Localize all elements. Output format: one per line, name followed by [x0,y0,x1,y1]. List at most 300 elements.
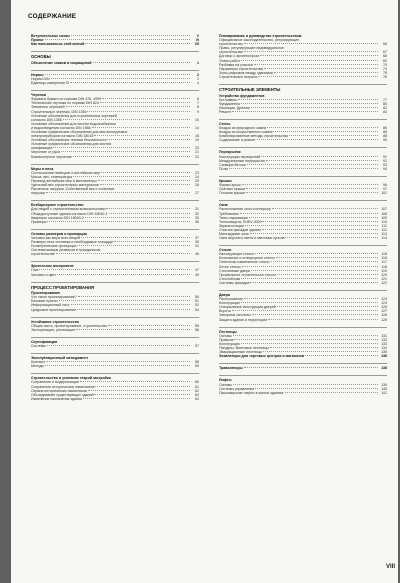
toc-entry-title: Черчение от руки [31,150,60,155]
dot-leader [266,160,378,161]
dot-leader [247,164,378,165]
toc-page-number: 69 [383,58,387,63]
dot-leader [267,127,378,128]
toc-page-number: 51 [195,299,199,304]
toc-entry-title: Конструкции [219,341,240,346]
toc-page-number: 67 [383,50,387,55]
page-number: VIII [385,564,395,570]
toc-page-number: 10 [195,117,199,122]
dot-leader [95,386,190,387]
toc-entry-title: Нормы DIN [31,76,50,81]
toc-page-number: VII [194,42,199,47]
toc-entry-title: Чертежи [31,93,46,98]
toc-entry [31,397,199,401]
toc-entry-title: Пассажирские лифты в жилых зданиях [219,390,284,395]
toc-entry-title: Системы [31,343,46,348]
toc-part-heading: СТРОИТЕЛЬНЫЕ ЭЛЕМЕНТЫ [219,87,281,93]
toc-entry-title: Фундаменты [219,101,241,106]
toc-heading-entry [219,366,387,370]
dot-leader [47,221,190,222]
dot-leader [262,221,378,222]
dot-leader [244,298,378,299]
dot-leader [244,367,378,368]
toc-entry-title: Технические чертежи по нормам DIN 824 [31,101,99,106]
dot-leader [261,156,378,157]
toc-entry-title: Стеклоблоки [219,276,241,281]
toc-right-column [219,34,387,395]
toc-page-number: 113 [381,231,387,236]
toc-entry-title: Стеклянные двери [219,268,250,273]
toc-entry [219,191,387,195]
toc-page-number: 27 [195,191,199,196]
dot-leader [85,217,190,218]
toc-entry-title: Ворота [219,309,231,314]
dot-leader [262,229,378,230]
toc-entry-title: Строительные затраты [219,74,258,79]
toc-page-number: 33 [195,215,199,220]
toc-page-number: 121 [381,276,387,281]
toc-entry-title: Устройство фундаментов [219,93,265,98]
toc-entry [219,110,387,114]
toc-page-number: 94 [383,166,387,171]
toc-entry-title: Окна верхнего света и световые купола [219,236,285,241]
toc-entry-title: Эвакуационные лестницы [219,350,263,355]
toc-page-number: 134 [381,346,387,351]
toc-section [31,164,199,196]
dot-leader [241,278,378,279]
dot-leader [109,213,191,214]
toc-page-number: 82 [383,105,387,110]
dot-leader [232,310,378,311]
toc-entry-title: Устойчивое строительство [31,319,79,324]
toc-page-number: 32 [195,211,199,216]
toc-section [219,327,387,359]
toc-entry-title: Договор с архитектором [219,54,259,59]
dot-leader [255,253,378,254]
dot-leader [114,241,190,242]
dot-leader [77,309,190,310]
toc-section [31,51,199,65]
toc-entry-title: Элементы чертежей [31,105,65,110]
toc-page-number: 88 [383,134,387,139]
toc-page-number: 60 [195,380,199,385]
toc-entry [31,328,199,332]
toc-page-number: 114 [381,236,387,241]
toc-entry-title: Содержание и ремонт [219,138,256,143]
dot-leader [305,355,378,356]
toc-entry-title: Удельный вес строительных материалов [31,183,99,188]
toc-section [219,84,387,114]
toc-page-number: 59 [195,364,199,369]
toc-page-number: 136 [381,354,387,359]
toc-entry-title: Окна [219,203,228,208]
dot-leader [59,300,190,301]
toc-page-number: 102 [381,191,387,196]
toc-page-number: 132 [381,337,387,342]
toc-entry-title: Компьютерное черчение [31,154,72,159]
toc-page-number: VI [195,38,199,43]
toc-page-number: 90 [383,138,387,143]
toc-entry-title: Глаз [31,268,39,273]
toc-page-number: 138 [381,366,387,371]
dot-leader [260,55,378,56]
book-page [11,0,398,583]
toc-page-number: 92 [383,158,387,163]
toc-page-number: 139 [381,382,387,387]
toc-entry-title: Безбарьерное строительство [31,203,84,208]
toc-page-number: 46 [195,252,199,257]
toc-page-number: 124 [381,301,387,306]
toc-entry [219,138,387,142]
toc-page-number: 24 [195,174,199,179]
toc-entry-title: Примеры [31,219,47,224]
dot-leader [249,217,378,218]
toc-entry [31,252,199,256]
toc-section [219,176,387,195]
toc-entry-title: Изоляция. Дренаж [219,105,250,110]
dot-leader [107,139,190,140]
toc-entry-title: Планирование и руководство строительством [219,34,302,38]
dot-leader [251,107,378,108]
toc-entry-title: Кладка из природного камня [219,126,267,131]
toc-entry-title: Масса, вес, температура [31,174,73,179]
dot-leader [246,192,378,193]
toc-entry-title: Основы [219,333,232,338]
toc-page-number: 20 [195,146,199,151]
toc-entry-title: Базовые пункты [31,299,58,304]
dot-leader [108,325,190,326]
dot-leader [98,180,190,181]
toc-entry-title: Строительные чертежи. DIN 1356 [31,109,87,114]
toc-page-number: 80 [383,101,387,106]
dot-leader [273,131,378,132]
toc-entry-title: Проектирование [31,291,61,296]
toc-entry-title: Очистка фасадов здания [219,227,261,232]
dot-leader [289,135,378,136]
toc-page-number: 2 [197,76,199,81]
toc-entry [31,364,199,368]
toc-section [219,200,387,240]
toc-section [219,34,387,79]
dot-leader [254,64,378,65]
toc-entry-title: Условные графические обозначения для систем [31,142,112,147]
dot-leader [277,274,378,275]
toc-entry-title: Право, регулирующее индивидуальное [219,46,284,51]
toc-entry-title: Официальное законодательство, регулирующее [219,38,300,43]
toc-page-number: 31 [195,207,199,212]
toc-page-number: 61 [195,384,199,389]
toc-page-number: 107 [381,207,387,212]
dot-leader [45,74,190,75]
toc-entry [31,308,199,312]
toc-entry-title: Профильное строительное стекло [219,272,276,277]
toc-section [31,282,199,312]
toc-entry [219,318,387,322]
toc-entry-title: Защита здания и территории [219,317,267,322]
toc-page-number: 112 [381,227,387,232]
toc-entry-title: газификации [31,146,53,151]
toc-entry-title: Скатные крыши [219,187,246,192]
toc-page-number: 56 [195,327,199,332]
toc-entry-title: Перекрытия [219,150,241,155]
toc-page-number: 117 [381,260,387,265]
toc-page-number: 85 [383,126,387,131]
dot-leader [39,269,190,270]
toc-page-number: 108 [381,211,387,216]
toc-entry-title: Сохранение и модернизация [31,380,79,385]
toc-entry-title: Крыши [219,178,232,183]
dot-leader [270,347,378,348]
dot-leader [241,103,378,104]
toc-entry [31,155,199,159]
toc-entry-title: Специальные конструкции дверей [219,305,276,310]
dot-leader [61,151,190,152]
toc-entry-title: Литое стекло [219,264,241,269]
dot-leader [233,335,378,336]
toc-section [31,34,199,46]
toc-part-heading: ПРОЦЕСС ПРОЕКТИРОВАНИЯ [31,284,94,290]
toc-page-number: 16 [195,134,199,139]
dot-leader [244,43,378,44]
dot-leader [244,51,378,52]
dot-leader [229,168,378,169]
toc-entry [219,236,387,240]
toc-page-number: 55 [195,323,199,328]
toc-entry-title: Типы открывания [219,215,248,220]
dot-leader [77,245,190,246]
toc-left-column [31,34,199,401]
toc-page-number: 74 [383,66,387,71]
dot-leader [88,390,190,391]
toc-entry-title: Условные графические обозначения для инсталлируемых [31,130,128,134]
toc-section [31,317,199,332]
toc-page-number: 63 [195,392,199,397]
toc-entry-title: Для людей с ограниченными возможностями [31,207,106,212]
toc-entry-title: Изменение назначения здания [31,396,82,401]
dot-leader [87,111,190,112]
toc-entry-title: Расположение окон и интерьер [219,207,271,212]
dot-leader [80,381,190,382]
toc-entry-title: Этапы работ [219,58,241,63]
toc-entry-title: строительстве [31,252,55,257]
toc-page-number: 62 [195,388,199,393]
toc-page-number: 111 [381,223,387,228]
toc-page-number: 6 [197,97,199,102]
toc-entry-title: электроприборов согласно DIN 18015 [31,134,94,139]
toc-page-number: 131 [381,333,387,338]
toc-page-number: 68 [383,54,387,59]
dot-leader [238,99,378,100]
dot-leader [242,184,378,185]
toc-page-number: 122 [381,280,387,285]
dot-leader [233,384,378,385]
toc-page-number: 77 [383,97,387,102]
dot-leader [250,282,378,283]
toc-page-number: 21 [195,150,199,155]
toc-entry-title: Оптически изменяемое стекло [219,260,270,265]
toc-entry-title: Полы [219,166,229,171]
toc-page-number: 76 [383,74,387,79]
toc-page-number: 36 [195,219,199,224]
toc-page-number: 2 [197,72,199,77]
toc-heading-entry [31,61,199,65]
toc-page-number: 26 [195,183,199,188]
toc-section [219,363,387,370]
toc-page-number: 97 [383,187,387,192]
toc-entry-title: Расположение [219,297,244,302]
toc-entry-title: Системы управления [219,386,255,391]
dot-leader [83,398,190,399]
toc-entry-title: Сертификация [31,339,58,344]
toc-entry-title: Что такое проектирование? [31,295,77,300]
toc-section [31,337,199,348]
dot-leader [73,156,190,157]
toc-entry [219,281,387,285]
toc-entry-title: Эксплуатация, утилизация [31,327,75,332]
toc-entry-title: Санация бетона [219,162,246,167]
dot-leader [94,394,190,395]
dot-leader [76,329,190,330]
toc-entry-title: Зрительное восприятие [31,264,74,269]
toc-page-number: 123 [381,297,387,302]
dot-leader [234,339,378,340]
toc-entry-title: Расчетные нагрузки. Собственный вес и полезные [31,187,115,192]
toc-entry-title: Лестницы [219,329,237,334]
toc-entry-title: Системы фасадов [219,280,250,285]
toc-page-number: 133 [381,341,387,346]
dot-leader [70,82,190,83]
toc-entry-title: Конструкции [219,301,240,306]
dot-leader [255,388,378,389]
toc-part-heading: ОСНОВЫ [31,54,51,60]
toc-entry-title: Конструкции перекрытий [219,154,261,159]
toc-page-number: 141 [381,390,387,395]
toc-entry-title: Теплозащита, ENEV 2009 [219,219,262,224]
dot-leader [258,76,378,77]
toc-page-number: 49 [195,272,199,277]
toc-entry-title: Человек как мера всех вещей [31,235,81,240]
dot-leader [102,98,190,99]
toc-page-number: 37 [195,235,199,240]
dot-leader [46,192,190,193]
toc-page-number: 58 [195,360,199,365]
toc-section [219,147,387,170]
toc-entry-title: Ремонт [219,109,232,114]
dot-leader [263,351,378,352]
toc-page-number: 96 [383,183,387,188]
dot-leader [71,35,190,36]
toc-page-number: 127 [381,309,387,314]
toc-page-number: 25 [195,178,199,183]
dot-leader [106,208,190,209]
toc-page-number: 47 [195,268,199,273]
toc-entry-title: Основы [219,382,232,387]
toc-page-number: 119 [381,268,387,273]
dot-leader [264,68,378,69]
toc-entry-title: Условные обозначения для строительных чертежей [31,113,117,118]
toc-entry-title: Строительство в условиях старой застройки [31,376,111,381]
toc-entry-title: Сохранение исторических памятников [31,384,95,389]
toc-entry-title: нагрузки [31,191,46,196]
toc-section [219,290,387,322]
toc-entry-title: Мансардные окна [219,231,249,236]
toc-page-number: 140 [381,386,387,391]
dot-leader [242,266,378,267]
toc-entry [31,191,199,195]
dot-leader [85,43,190,44]
dot-leader [252,314,378,315]
toc-page-number: 54 [195,307,199,312]
toc-heading-entry [31,42,199,46]
toc-page-number: 14 [195,125,199,130]
toc-section [219,119,387,142]
toc-section [31,373,199,401]
toc-entry-title: Траволаторы [219,366,243,371]
toc-page-number: 118 [381,264,387,269]
toc-entry-title: Зоны разрывов между зданиями [219,70,273,75]
toc-entry-title: Как пользоваться этой книгой [31,42,85,47]
dot-leader [45,39,190,40]
toc-entry-title: Пандусы. Винтовые лестницы [219,346,269,351]
dot-leader [81,237,190,238]
toc-entry-title: Эксплуатационный менеджмент [31,356,89,361]
dot-leader [285,392,378,393]
toc-section [31,90,199,159]
dot-leader [277,306,378,307]
toc-entry-title: Лифты [219,378,232,383]
toc-entry-title: Запорные системы [219,313,251,318]
toc-section [31,70,199,85]
toc-page-number: 128 [381,313,387,318]
toc-entry [31,220,199,224]
toc-page-number: 70 [383,62,387,67]
toc-entry-title: Объяснение знаков и сокращений [31,60,92,65]
toc-page-number: V [196,34,199,38]
toc-section [31,200,199,223]
toc-page-number: 129 [381,317,387,322]
toc-entry-title: Разбивка на участки [219,62,253,67]
dot-leader [245,225,378,226]
toc-entry-title: Котлованы [219,97,237,102]
toc-heading-entry [219,354,387,358]
dot-leader [285,237,378,238]
toc-entry [31,81,199,85]
toc-page-number: 22 [195,154,199,159]
toc-section [31,261,199,276]
dot-leader [276,257,378,258]
dot-leader [47,345,190,346]
toc-page-number: 84 [383,109,387,114]
toc-page-number: 135 [381,350,387,355]
toc-page-number: 66 [383,42,387,47]
toc-entry-title: Цифровое проектирование [31,307,76,312]
dot-leader [272,208,378,209]
toc-page-number: 52 [195,303,199,308]
toc-entry-title: согласно DIN 1356 [31,117,62,122]
dot-leader [246,188,378,189]
dot-leader [274,72,378,73]
toc-section [31,229,199,257]
toc-page-number: 9 [197,109,199,114]
dot-leader [56,253,190,254]
toc-entry-title: Правила [219,337,234,342]
toc-entry-title: строительство [219,42,243,47]
toc-page-number: 19 [195,138,199,143]
toc-page-number: 4 [197,81,199,86]
toc-entry-title: Эскалаторы для торговых центров и магазинов [219,354,305,359]
dot-leader [232,111,378,112]
toc-entry-title: Единицы измерения SI [31,81,70,86]
